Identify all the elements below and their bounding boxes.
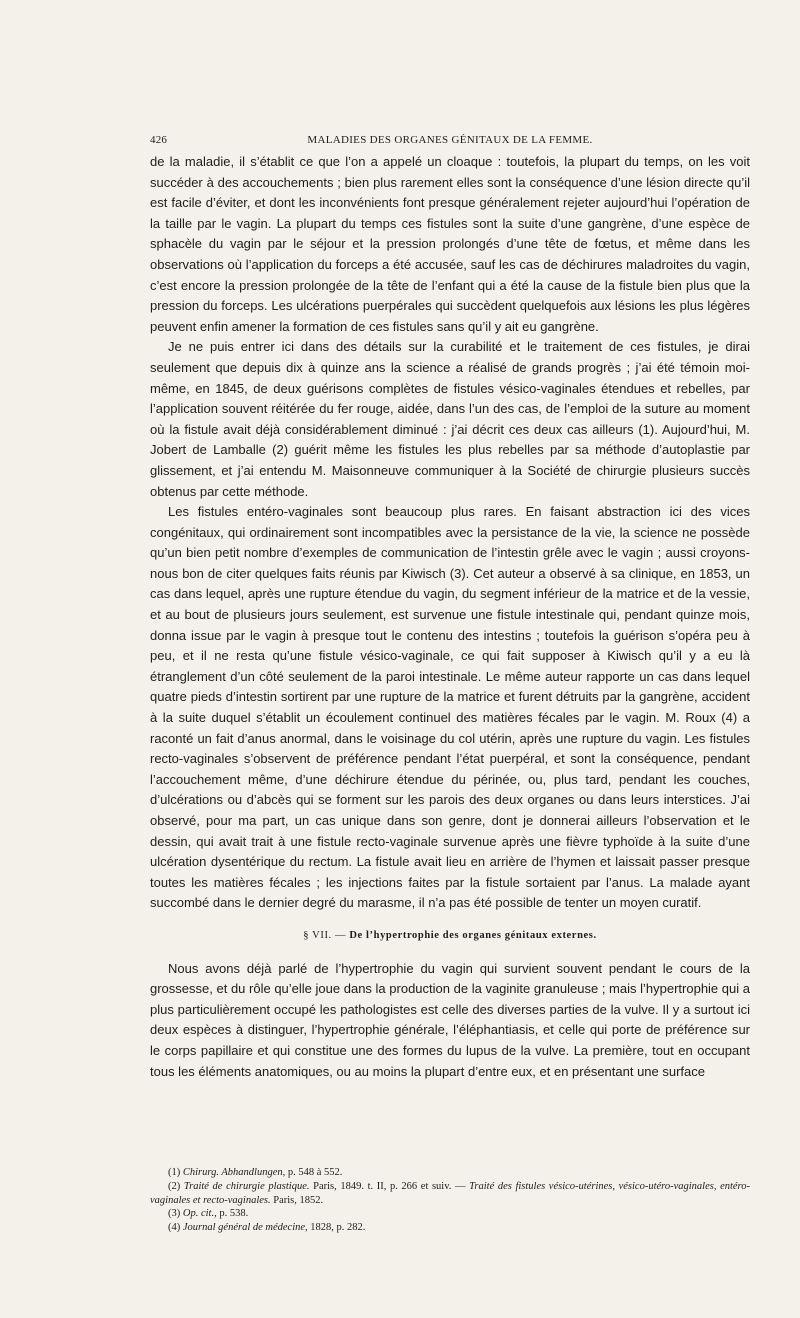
paragraph-curability: Je ne puis entrer ici dans des détails sur la curabilité et le traitement de ces fistules, je dirai seulement que depuis dix à quinze ans la science a réalisé de grands progrès ; j’ai été témoin moi-même, en 1845, de deux guérisons complètes de fistules vésico-vaginales étendues et rebelles, par l’application souvent réitérée du fer rouge, aidée, dans l’un des cas, de l’emploi de la suture au moment où la fistule avait déjà considérablement diminué : j’ai décrit ces deux cas ailleurs (1). Aujourd’hui, M. Jobert de Lamballe (2) guérit même les fistules les plus rebelles par sa méthode d’autoplastie par glissement, et j’ai entendu M. Maisonneuve communiquer à la Société de chirurgie plusieurs succès obtenus par cette méthode. [150, 339, 750, 499]
page-number: 426 [150, 134, 168, 146]
footnote-number: (1) [168, 1167, 181, 1178]
footnote-text: Paris, 1849. t. II, p. 266 et suiv. — [313, 1180, 466, 1192]
footnote-reference: Journal général de médecine, [182, 1222, 308, 1234]
footnote-reference: Chirurg. Abhandlungen, [182, 1167, 286, 1178]
footnote-number: (2) [168, 1180, 181, 1192]
running-title: MALADIES DES ORGANES GÉNITAUX DE LA FEMME. [307, 134, 593, 146]
footnote-reference: Op. cit., [182, 1208, 217, 1220]
running-head [150, 134, 750, 150]
footnotes [150, 1166, 750, 1235]
footnote-3 [150, 1207, 750, 1221]
footnote-reference-2: Traité des fistules vésico-utérines, vésico-utéro-vaginales, entéro-vaginales et recto-vaginales. [150, 1180, 750, 1206]
section-number: § VII. — [303, 929, 347, 941]
section-title: De l’hypertrophie des organes génitaux externes. [349, 929, 597, 941]
footnote-text: 1828, p. 282. [310, 1222, 366, 1234]
footnote-number: (4) [168, 1222, 181, 1234]
footnote-reference: Traité de chirurgie plastique. [183, 1180, 310, 1192]
footnote-number: (3) [168, 1208, 181, 1220]
paragraph-entero-vaginal-fistulas: Les fistules entéro-vaginales sont beaucoup plus rares. En faisant abstraction ici des vices congénitaux, qui ordinairement sont incompatibles avec la persistance de la vie, la science ne possède qu’un bien petit nombre d’exemples de communication de l’intestin grêle avec le vagin ; aussi croyons-nous bon de citer quelques faits réunis par Kiwisch (3). Cet auteur a observé à sa clinique, en 1853, un cas dans lequel, après une rupture étendue du vagin, du segment inférieur de la matrice et de la vessie, et au bout de plusieurs jours seulement, est survenue une fistule intestinale qui, pendant quinze mois, donna issue par le vagin à presque tout le contenu des intestins ; toutefois la guérison s’opéra peu à peu, et il ne resta qu’une fistule vésico-vaginale, ce qui fait supposer à Kiwisch qu’il y a eu là étranglement d’un côté seulement de la paroi intestinale. Le même auteur rapporte un cas dans lequel quatre pieds d’intestin sortirent par une rupture de la matrice et furent détruits par la gangrène, accident à la suite duquel s’établit un écoulement continuel des matières fécales par le vagin. M. Roux (4) a raconté un fait d’anus anormal, dans le voisinage du col utérin, après une rupture du vagin. Les fistules recto-vaginales s’observent de préférence pendant l’état puerpéral, et sont la conséquence, pendant l’accouchement même, d’une déchirure étendue du périnée, ou, plus tard, pendant les couches, d’ulcérations ou d’abcès qui se forment sur les parois des deux organes ou dans leurs interstices. J’ai observé, pour ma part, un cas unique dans son genre, dont je donnerai ailleurs l’observation et le dessin, qui avait trait à une fistule recto-vaginale survenue après une fièvre typhoïde à la suite d’une ulcération dysentérique du rectum. La fistule avait lieu en arrière de l’hymen et laissait passer presque toutes les matières fécales ; les injections faites par la fistule sortaient par l’anus. La malade ayant succombé dans le dernier degré du marasme, il n’a pas été possible de tenter un moyen curatif. [150, 504, 750, 911]
body-text [150, 152, 750, 1082]
footnote-text: p. 538. [219, 1208, 249, 1220]
footnote-2 [150, 1180, 750, 1208]
footnote-text-2: Paris, 1852. [273, 1194, 324, 1206]
paragraph-continuation: de la maladie, il s’établit ce que l’on a appelé un cloaque : toutefois, la plupart du temps, on les voit succéder à des accouchements ; bien plus rarement elles sont la conséquence d’une lésion directe qu’il est facile d’éviter, et dont les inconvénients font presque généralement rejeter aujourd’hui l’opération de la taille par le vagin. La plupart du temps ces fistules sont la suite d’une gangrène, d’une espèce de sphacèle du vagin par le séjour et la pression prolongés d’une tête de fœtus, et même dans les observations où l’application du forceps a été accusée, sauf les cas de déchirures maladroites du vagin, c’est encore la pression prolongée de la tête de l’enfant qui a été la cause de la fistule bien plus que la pression du forceps. Les ulcérations puerpérales qui succèdent quelquefois aux lésions les plus légères peuvent enfin amener la formation de ces fistules sans qu’il y ait eu gangrène. [150, 154, 750, 334]
paragraph-hypertrophy: Nous avons déjà parlé de l’hypertrophie du vagin qui survient souvent pendant le cours de la grossesse, et du rôle qu’elle joue dans la production de la vaginite granuleuse ; mais l’hypertrophie qui a plus particulièrement occupé les pathologistes est celle des diverses parties de la vulve. Il y a surtout ici deux espèces à distinguer, l’hypertrophie générale, l’éléphantiasis, et celle qui porte de préférence sur le corps papillaire et qui constitue une des formes du lupus de la vulve. La première, tout en occupant tous les éléments anatomiques, ou au moins la plupart d’entre eux, et en présentant une surface [150, 960, 750, 1079]
footnote-4 [150, 1221, 750, 1235]
section-heading [150, 926, 750, 947]
footnote-text: p. 548 à 552. [287, 1167, 343, 1178]
footnote-1 [150, 1166, 750, 1180]
